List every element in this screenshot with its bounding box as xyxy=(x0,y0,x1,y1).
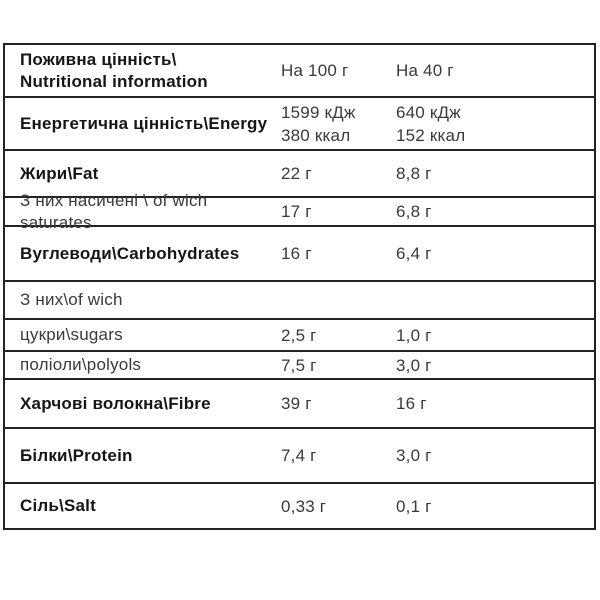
value-line: 380 ккал xyxy=(281,125,351,145)
table-row xyxy=(5,482,594,528)
header-col-per-40g: На 40 г xyxy=(396,61,454,80)
value-per-40g: 1,0 г xyxy=(396,325,432,345)
value-per-40g xyxy=(396,101,594,147)
row-label: З них\of wich xyxy=(20,290,123,309)
value-per-100g xyxy=(281,101,396,147)
row-label: Харчові волокна\Fibre xyxy=(20,393,211,413)
value-per-100g: 39 г xyxy=(281,394,312,413)
row-label: Вуглеводи\Carbohydrates xyxy=(20,243,240,263)
value-per-40g: 6,4 г xyxy=(396,244,432,263)
row-label: Жири\Fat xyxy=(20,163,99,183)
value-line: 1599 кДж xyxy=(281,102,356,122)
value-per-40g: 16 г xyxy=(396,394,427,413)
value-per-100g: 16 г xyxy=(281,244,312,263)
table-row xyxy=(5,318,594,350)
header-title-line1: Поживна цінність\ xyxy=(20,49,177,69)
value-line: 152 ккал xyxy=(396,125,466,145)
value-per-40g: 0,1 г xyxy=(396,496,432,516)
header-col-per-100g: На 100 г xyxy=(281,61,349,80)
table-row xyxy=(5,190,594,232)
value-per-100g: 22 г xyxy=(281,164,312,183)
row-label: Білки\Protein xyxy=(20,445,133,465)
nutrition-table xyxy=(3,43,596,530)
header-title xyxy=(5,49,281,93)
header-title-line2: Nutritional information xyxy=(20,71,208,91)
value-per-40g: 8,8 г xyxy=(396,164,432,183)
value-per-40g: 6,8 г xyxy=(396,202,432,221)
value-line: 640 кДж xyxy=(396,102,461,122)
row-label: З них насичені \ of wich saturates xyxy=(20,190,208,232)
value-per-40g: 3,0 г xyxy=(396,355,432,375)
row-label: поліоли\polyols xyxy=(20,355,142,374)
table-row xyxy=(5,96,594,149)
value-per-100g: 7,5 г xyxy=(281,355,317,375)
value-per-100g: 7,4 г xyxy=(281,446,317,465)
table-row xyxy=(5,350,594,378)
value-per-100g: 2,5 г xyxy=(281,325,317,345)
row-label: цукри\sugars xyxy=(20,325,123,344)
table-row xyxy=(5,427,594,482)
row-label: Енергетична цінність\Energy xyxy=(20,113,268,133)
value-per-100g: 0,33 г xyxy=(281,496,327,516)
value-per-40g: 3,0 г xyxy=(396,446,432,465)
table-row xyxy=(5,280,594,318)
value-per-100g: 17 г xyxy=(281,202,312,221)
row-label: Сіль\Salt xyxy=(20,496,96,515)
table-row xyxy=(5,378,594,427)
table-header-row xyxy=(5,45,594,96)
